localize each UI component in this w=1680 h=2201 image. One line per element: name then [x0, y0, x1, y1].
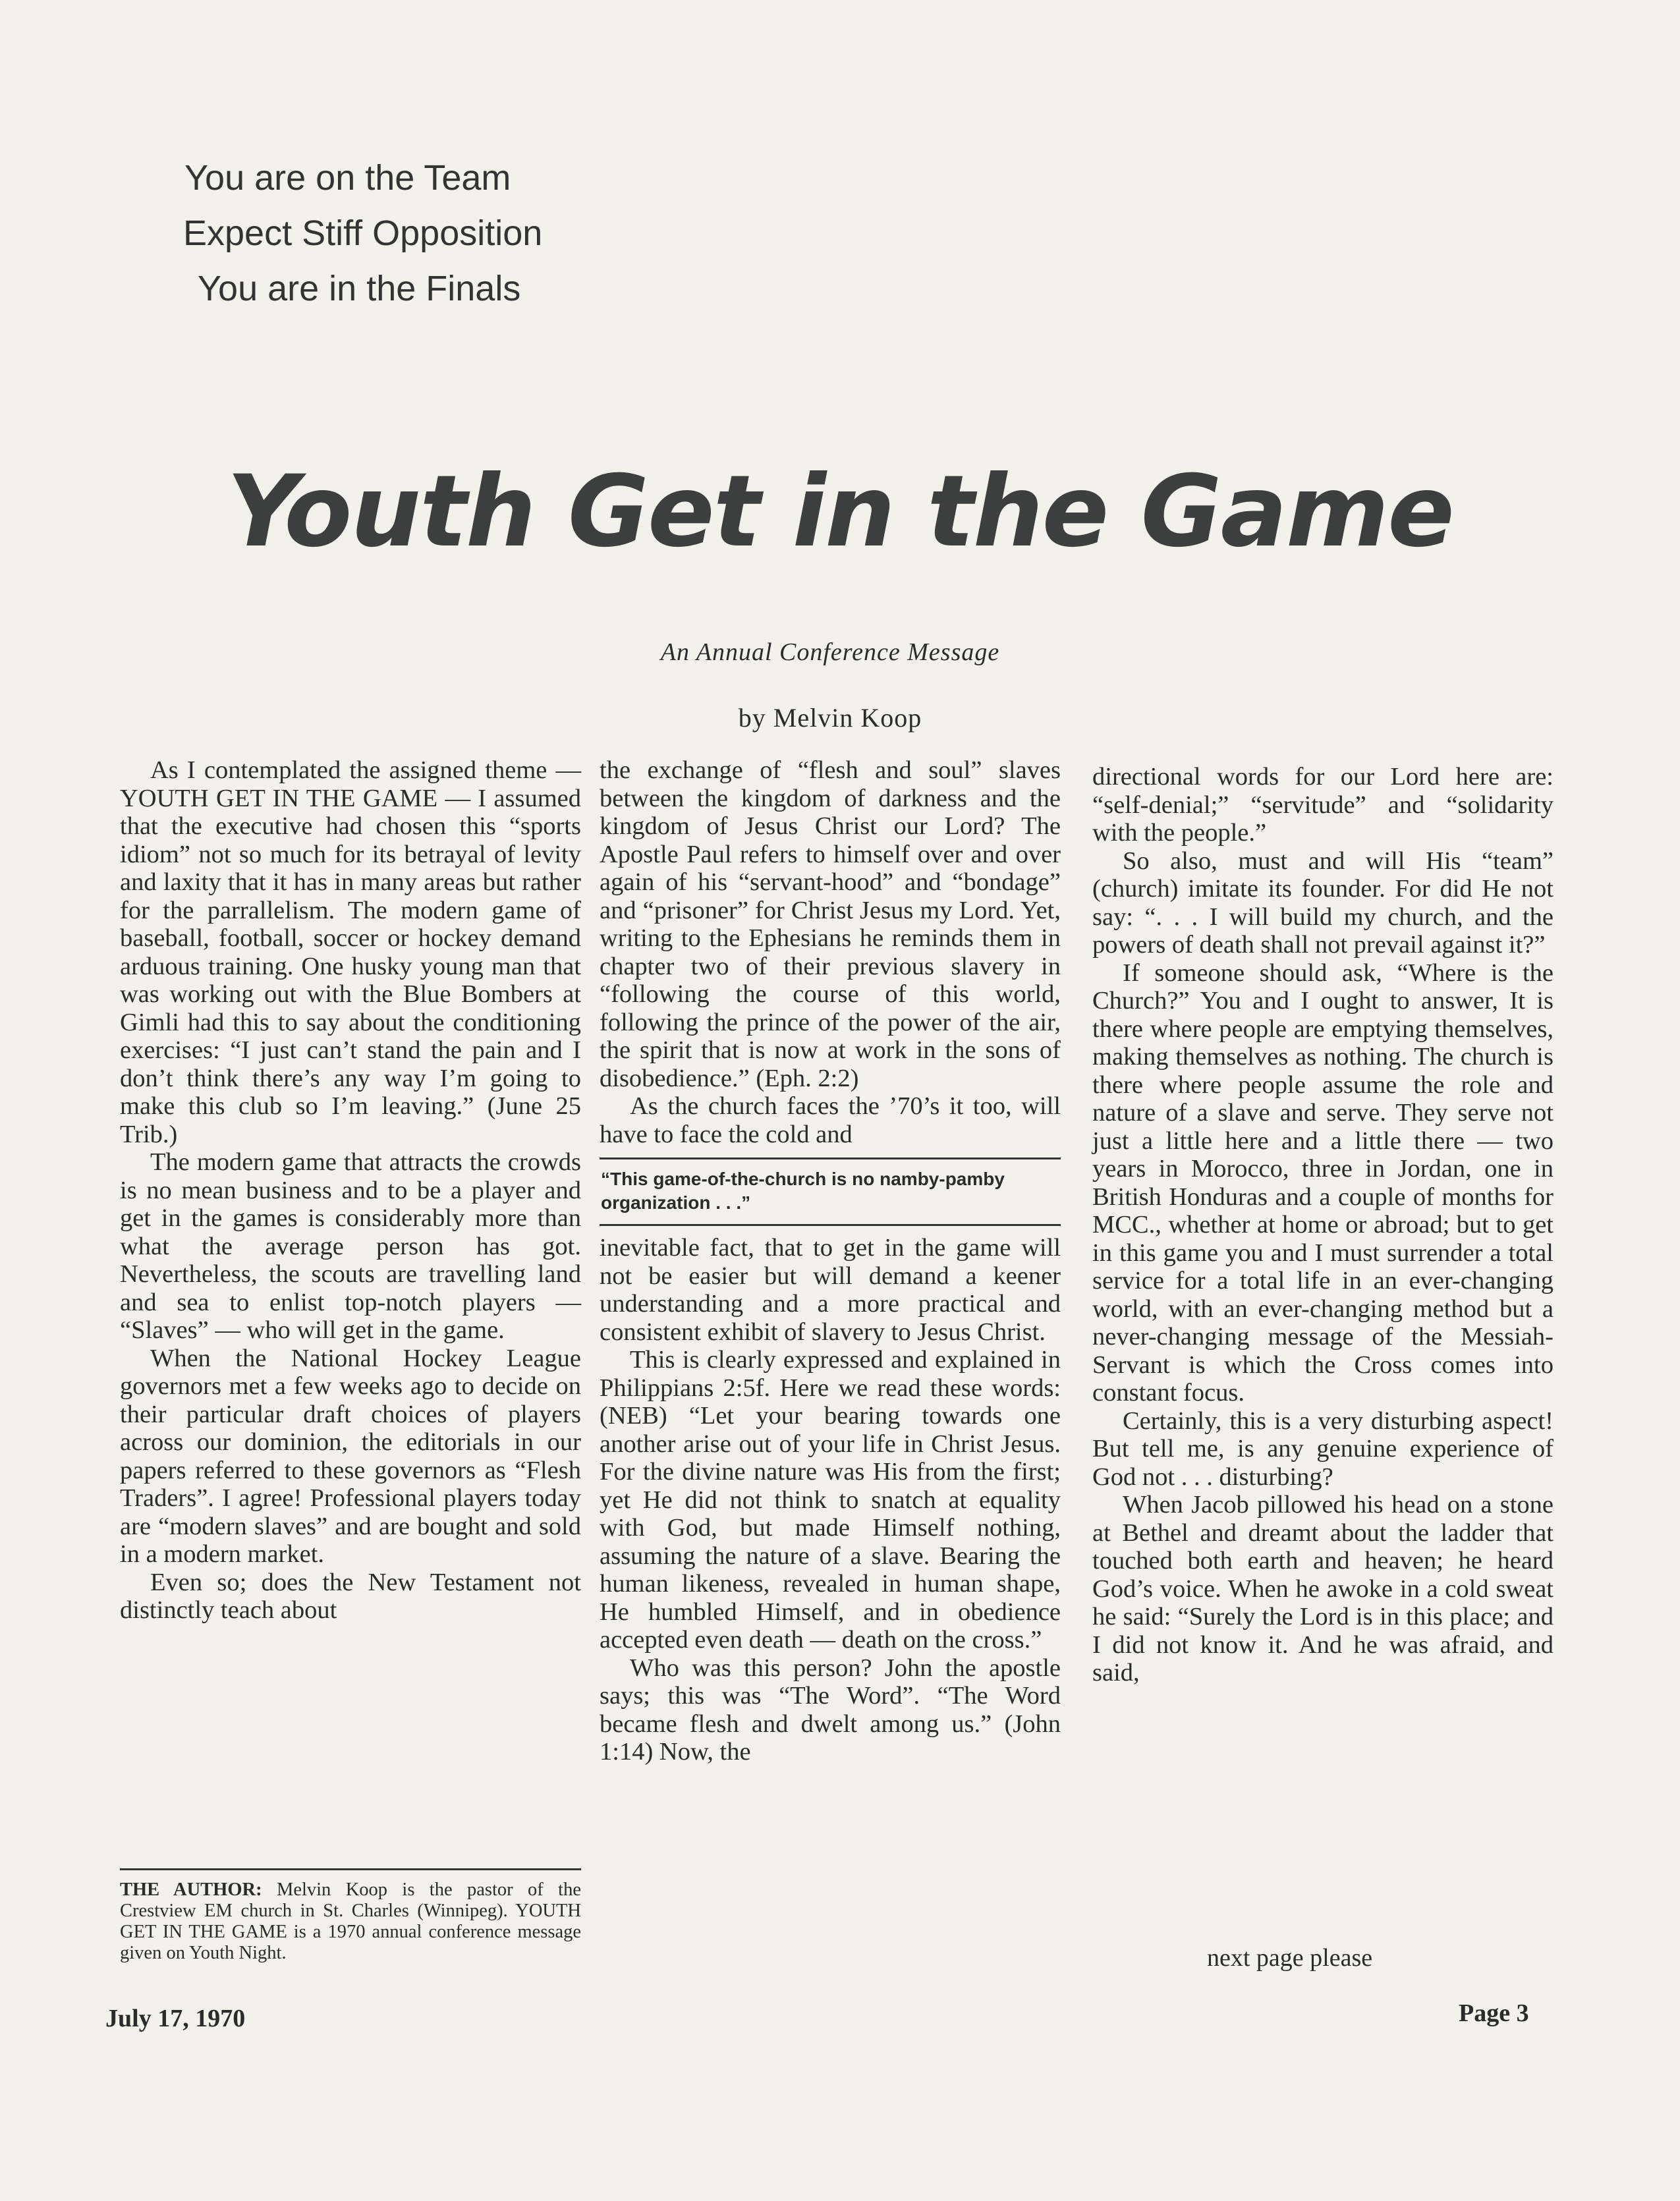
paragraph: Who was this person? John the apostle says; this was “The Word”. “The Word became flesh and dwelt among us.” (John 1:14) Now, the [600, 1654, 1061, 1766]
tagline-line-3: You are in the Finals [198, 269, 521, 308]
divider [600, 1157, 1061, 1159]
paragraph: Even so; does the New Testament not distinctly teach about [120, 1568, 581, 1624]
continued-notice: next page please [1207, 1944, 1373, 1972]
column-1 [120, 756, 581, 1625]
paragraph: inevitable fact, that to get in the game will not be easier but will demand a keener understanding and a more practical and consistent exhibit of slavery to Jesus Christ. [600, 1234, 1061, 1346]
paragraph: As I contemplated the assigned theme — YOUTH GET IN THE GAME — I assumed that the executive had chosen this “sports idiom” not so much for its betrayal of levity and laxity that it has in many areas but rather for the parrallelism. The modern game of baseball, football, soccer or hockey demand arduous training. One husky young man that was working out with the Blue Bombers at Gimli had this to say about the conditioning exercises: “I just can’t stand the pain and I don’t think there’s any way I’m going to make this club so I’m leaving.” (June 25 Trib.) [120, 756, 581, 1148]
author-note [120, 1868, 581, 1964]
byline: by Melvin Koop [738, 703, 922, 733]
tagline [184, 150, 659, 316]
paragraph: When the National Hockey League governors met a few weeks ago to decide on their particular draft choices of players across our dominion, the editorials in our papers referred to these governors as “Flesh Traders”. I agree! Professional players today are “modern slaves” and are bought and sold in a modern market. [120, 1344, 581, 1568]
article-title: Youth Get in the Game [227, 455, 1453, 569]
page-number: Page 3 [1459, 1999, 1529, 2027]
paragraph: As the church faces the ’70’s it too, will have to face the cold and [600, 1092, 1061, 1148]
author-text: Melvin Koop is the pastor of the Crestview EM church in St. Charles (Winnipeg). YOUTH GET IN THE GAME is a 1970 annual conference message given on Youth Night. [120, 1880, 581, 1963]
author-label: THE AUTHOR: [120, 1880, 262, 1900]
divider [600, 1224, 1061, 1226]
issue-date: July 17, 1970 [105, 2005, 246, 2032]
paragraph: The modern game that attracts the crowds is no mean business and to be a player and get in the games is considerably more than what the average person has got. Nevertheless, the scouts are travelling land and sea to enlist top-notch players — “Slaves” — who will get in the game. [120, 1148, 581, 1344]
paragraph: the exchange of “flesh and soul” slaves between the kingdom of darkness and the kingdom of Jesus Christ our Lord? The Apostle Paul refers to himself over and over again of his “servant-hood” and “bondage” and “prisoner” for Christ Jesus my Lord. Yet, writing to the Ephesians he reminds them in chapter two of their previous slavery in “following the course of this world, following the prince of the power of the air, the spirit that is now at work in the sons of disobedience.” (Eph. 2:2) [600, 756, 1061, 1092]
column-2 [600, 756, 1061, 1766]
paragraph: Certainly, this is a very disturbing aspect! But tell me, is any genuine experience of God not . . . disturbing? [1092, 1407, 1554, 1491]
pull-quote: “This game-of-the-church is no namby-pamby organization . . .” [601, 1169, 1005, 1213]
tagline-line-1: You are on the Team [184, 158, 511, 198]
tagline-line-2: Expect Stiff Opposition [183, 213, 543, 253]
paragraph: This is clearly expressed and explained in Philippians 2:5f. Here we read these words: (NEB) “Let your bearing towards one another arise out of your life in Christ Jesus. For the divine nature was His from the first; yet He did not think to snatch at equality with God, but made Himself nothing, assuming the nature of a slave. Bearing the human likeness, revealed in human shape, He humbled Himself, and in obedience accepted even death — death on the cross.” [600, 1346, 1061, 1654]
article-subtitle: An Annual Conference Message [660, 638, 1000, 666]
paragraph: directional words for our Lord here are: “self-denial;” “servitude” and “solidarity with the people.” [1092, 763, 1554, 847]
paragraph: If someone should ask, “Where is the Church?” You and I ought to answer, It is there where people are emptying themselves, making themselves as nothing. The church is there where people assume the role and nature of a slave and serve. They serve not just a little here and a little there — two years in Morocco, three in Jordan, one in British Honduras and a couple of months for MCC., whether at home or abroad; but to get in this game you and I must surrender a total service for a total life in an ever-changing world, with an ever-changing method but a never-changing message of the Messiah-Servant is which the Cross comes into constant focus. [1092, 959, 1554, 1407]
paragraph: When Jacob pillowed his head on a stone at Bethel and dreamt about the ladder that touched both earth and heaven; he heard God’s voice. When he awoke in a cold sweat he said: “Surely the Lord is in this place; and I did not know it. And he was afraid, and said, [1092, 1491, 1554, 1686]
column-3 [1092, 763, 1554, 1687]
paragraph: So also, must and will His “team” (church) imitate its founder. For did He not say: “. . . I will build my church, and the powers of death shall not prevail against it?” [1092, 847, 1554, 959]
